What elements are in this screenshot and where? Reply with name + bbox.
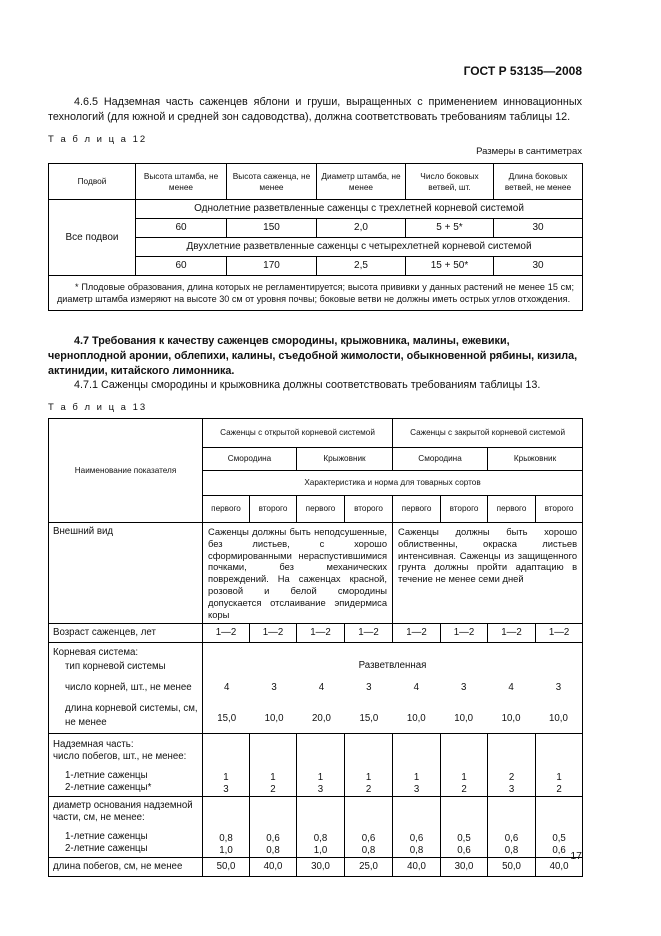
table13-row-age bbox=[49, 624, 583, 643]
paragraph-4-7-1: 4.7.1 Саженцы смородины и крыжовника должны соответствовать требованиям таблицы 13. bbox=[74, 379, 541, 391]
table13-cell: 4 bbox=[413, 682, 419, 694]
table13-label: длина корневой системы, см, не менее bbox=[65, 703, 198, 729]
table13-label: 1-летние саженцы bbox=[65, 831, 148, 843]
table13-label: число побегов, шт., не менее: bbox=[53, 750, 187, 762]
table12-header-cell: Высота штамба, не менее bbox=[136, 164, 227, 200]
table13-cell: 10,0 bbox=[549, 713, 568, 725]
table13-row-diameter bbox=[49, 797, 583, 858]
table12-header-cell: Число боковых ветвей, шт. bbox=[406, 164, 494, 200]
table13-cell: 10,0 bbox=[406, 713, 426, 725]
table13-row-appearance bbox=[49, 523, 583, 624]
section-4-7-heading: 4.7 Требования к качеству саженцев смородины, крыжовника, малины, ежевики, черноплодной аронии, облепихи, калины, съедобной жимолости, обыкновенной рябины, кизила, актинидии, китайского лимонника. bbox=[48, 335, 578, 377]
table13-cell: 3 bbox=[555, 682, 562, 694]
table13-cell: 3 bbox=[366, 682, 372, 694]
table12-row bbox=[49, 200, 583, 219]
table13-cell: 0,5 0,6 bbox=[441, 797, 488, 858]
table13-cell: 0,8 1,0 bbox=[203, 797, 250, 858]
table12-cell: 5 + 5* bbox=[406, 219, 494, 238]
table13-root-values bbox=[203, 643, 583, 734]
table13-cell: 1 3 bbox=[203, 734, 250, 797]
table13-cell: 4 bbox=[508, 682, 514, 694]
table13-header-currant: Смородина bbox=[393, 448, 488, 471]
table13-cell: 10,0 bbox=[264, 713, 284, 725]
table13-cell: 40,0 bbox=[393, 858, 441, 877]
table13-cell: 40,0 bbox=[536, 858, 583, 877]
table13-cell: 1 3 bbox=[297, 734, 345, 797]
table13-cell: 30,0 bbox=[441, 858, 488, 877]
table13-cell: 1 2 bbox=[536, 734, 583, 797]
page-number: 17 bbox=[570, 850, 582, 862]
table-13 bbox=[48, 418, 583, 877]
table13-cell: 25,0 bbox=[345, 858, 393, 877]
table13-cell: 0,5 0,6 bbox=[536, 797, 583, 858]
table13-cell: 3 bbox=[271, 682, 277, 694]
table13-row-shoots bbox=[49, 734, 583, 797]
table13-appearance-open: Саженцы должны быть неподсушенные, без листьев, с хорошо сформированными нераспустившимися почками, без механических повреждений. На саженцах красной, розовой и белой смородины допускается отслаивание эпидермиса коры bbox=[203, 523, 393, 624]
table12-units: Размеры в сантиметрах bbox=[476, 146, 582, 157]
table13-cell: 1—2 bbox=[393, 624, 441, 643]
table13-cell: 0,6 0,8 bbox=[345, 797, 393, 858]
table13-header-grade: первого bbox=[393, 496, 441, 523]
table13-cell: 30,0 bbox=[297, 858, 345, 877]
table13-label: Корневая система: bbox=[53, 647, 139, 659]
table13-label: Возраст саженцев, лет bbox=[49, 624, 203, 643]
table13-cell: 0,6 0,8 bbox=[250, 797, 297, 858]
table13-header-open-root: Саженцы с открытой корневой системой bbox=[203, 419, 393, 448]
table12-footnote-row bbox=[49, 276, 583, 311]
table13-cell: 3 bbox=[460, 682, 467, 694]
table13-label: 2-летние саженцы* bbox=[65, 781, 152, 793]
table13-header-grade: первого bbox=[297, 496, 345, 523]
table12-cell: 170 bbox=[227, 257, 317, 276]
table13-header-row bbox=[49, 419, 583, 448]
table13-root-type: Разветвленная bbox=[358, 660, 427, 672]
table13-cell: 2 3 bbox=[488, 734, 536, 797]
table13-cell: 1—2 bbox=[250, 624, 297, 643]
table12-cell: 30 bbox=[494, 219, 583, 238]
table13-cell: 1 2 bbox=[441, 734, 488, 797]
paragraph-4-6-5: 4.6.5 Надземная часть саженцев яблони и груши, выращенных с применением инновационных технологий (для южной и средней зон садоводства), должна соответствовать требованиям таблицы 12. bbox=[48, 96, 582, 123]
table13-label-root-system bbox=[49, 643, 203, 734]
table13-header-gooseberry: Крыжовник bbox=[297, 448, 393, 471]
table12-cell: 60 bbox=[136, 257, 227, 276]
table13-cell: 15,0 bbox=[359, 713, 379, 725]
table13-cell: 1—2 bbox=[488, 624, 536, 643]
table13-cell: 1—2 bbox=[345, 624, 393, 643]
table13-header-currant: Смородина bbox=[203, 448, 297, 471]
table13-cell: 15,0 bbox=[217, 713, 237, 725]
table13-label: 1-летние саженцы bbox=[65, 770, 148, 782]
table13-header-grade: второго bbox=[250, 496, 297, 523]
table12-cell: 2,5 bbox=[317, 257, 406, 276]
table13-label-diameter bbox=[49, 797, 203, 858]
table13-label: тип корневой системы bbox=[65, 661, 166, 673]
table12-rootstock: Все подвои bbox=[49, 200, 136, 276]
table12-footnote: * Плодовые образования, длина которых не регламентируется; высота прививки у данных растений не менее 15 см; диаметр штамба измеряют на высоте 30 см от уровня почвы; боковые ветви не должны иметь острых углов отхождения. bbox=[49, 276, 583, 311]
table13-cell: 1—2 bbox=[441, 624, 488, 643]
table13-label: 2-летние саженцы bbox=[65, 842, 148, 854]
table13-header-grade: второго bbox=[536, 496, 583, 523]
table13-cell: 20,0 bbox=[312, 713, 331, 725]
table13-cell: 4 bbox=[224, 682, 230, 694]
table13-cell: 1 2 bbox=[345, 734, 393, 797]
table13-appearance-closed: Саженцы должны быть хорошо облиственны, окраска листьев интенсивная. Саженцы из защищенного грунта должны пройти адаптацию в течение не менее семи дней bbox=[393, 523, 583, 624]
table13-cell: 50,0 bbox=[203, 858, 250, 877]
table13-caption: Т а б л и ц а 13 bbox=[48, 402, 148, 413]
table13-label: число корней, шт., не менее bbox=[65, 682, 192, 694]
table13-cell: 0,6 0,8 bbox=[488, 797, 536, 858]
table12-cell: 150 bbox=[227, 219, 317, 238]
table13-cell: 1—2 bbox=[203, 624, 250, 643]
table12-cell: 15 + 50* bbox=[406, 257, 494, 276]
table12-header-cell: Подвой bbox=[49, 164, 136, 200]
table13-header-closed-root: Саженцы с закрытой корневой системой bbox=[393, 419, 583, 448]
table13-header-grade: второго bbox=[441, 496, 488, 523]
table12-header-cell: Диаметр штамба, не менее bbox=[317, 164, 406, 200]
table13-cell: 10,0 bbox=[454, 713, 474, 725]
table13-cell: 0,6 0,8 bbox=[393, 797, 441, 858]
table13-cell: 40,0 bbox=[250, 858, 297, 877]
table12-cell: 60 bbox=[136, 219, 227, 238]
table12-cell: 30 bbox=[494, 257, 583, 276]
table13-label: диаметр основания надземной части, см, не менее: bbox=[53, 800, 193, 823]
table13-cell: 1—2 bbox=[536, 624, 583, 643]
table13-label-shoots bbox=[49, 734, 203, 797]
table13-row-shoot-length bbox=[49, 858, 583, 877]
table12-header-row bbox=[49, 164, 583, 200]
table13-cell: 10,0 bbox=[501, 713, 521, 725]
table12-header-cell: Длина боковых ветвей, не менее bbox=[494, 164, 583, 200]
table13-header-char-norm: Характеристика и норма для товарных сортов bbox=[203, 471, 583, 496]
table13-root-count-row bbox=[203, 682, 582, 694]
table13-cell: 0,8 1,0 bbox=[297, 797, 345, 858]
table12-section-biennial: Двухлетние разветвленные саженцы с четырехлетней корневой системой bbox=[136, 238, 583, 257]
table13-header-grade: второго bbox=[345, 496, 393, 523]
table13-header-grade: первого bbox=[488, 496, 536, 523]
table13-root-length-row bbox=[203, 713, 582, 725]
table12-section-annual: Однолетние разветвленные саженцы с трехлетней корневой системой bbox=[136, 200, 583, 219]
table13-cell: 1—2 bbox=[297, 624, 345, 643]
table13-label: длина побегов, см, не менее bbox=[49, 858, 203, 877]
table12-caption: Т а б л и ц а 12 bbox=[48, 134, 148, 145]
table12-cell: 2,0 bbox=[317, 219, 406, 238]
table13-cell: 4 bbox=[318, 682, 325, 694]
table13-header-grade: первого bbox=[203, 496, 250, 523]
table13-cell: 50,0 bbox=[488, 858, 536, 877]
table-12 bbox=[48, 163, 583, 311]
table13-cell: 1 3 bbox=[393, 734, 441, 797]
table13-header-gooseberry: Крыжовник bbox=[488, 448, 583, 471]
table13-label: Внешний вид bbox=[49, 523, 203, 624]
table12-header-cell: Высота саженца, не менее bbox=[227, 164, 317, 200]
table13-cell: 1 2 bbox=[250, 734, 297, 797]
table13-label: Надземная часть: bbox=[53, 739, 134, 751]
table13-header-name: Наименование показателя bbox=[49, 419, 203, 523]
table13-row-root-system bbox=[49, 643, 583, 734]
standard-header: ГОСТ Р 53135—2008 bbox=[463, 64, 582, 78]
